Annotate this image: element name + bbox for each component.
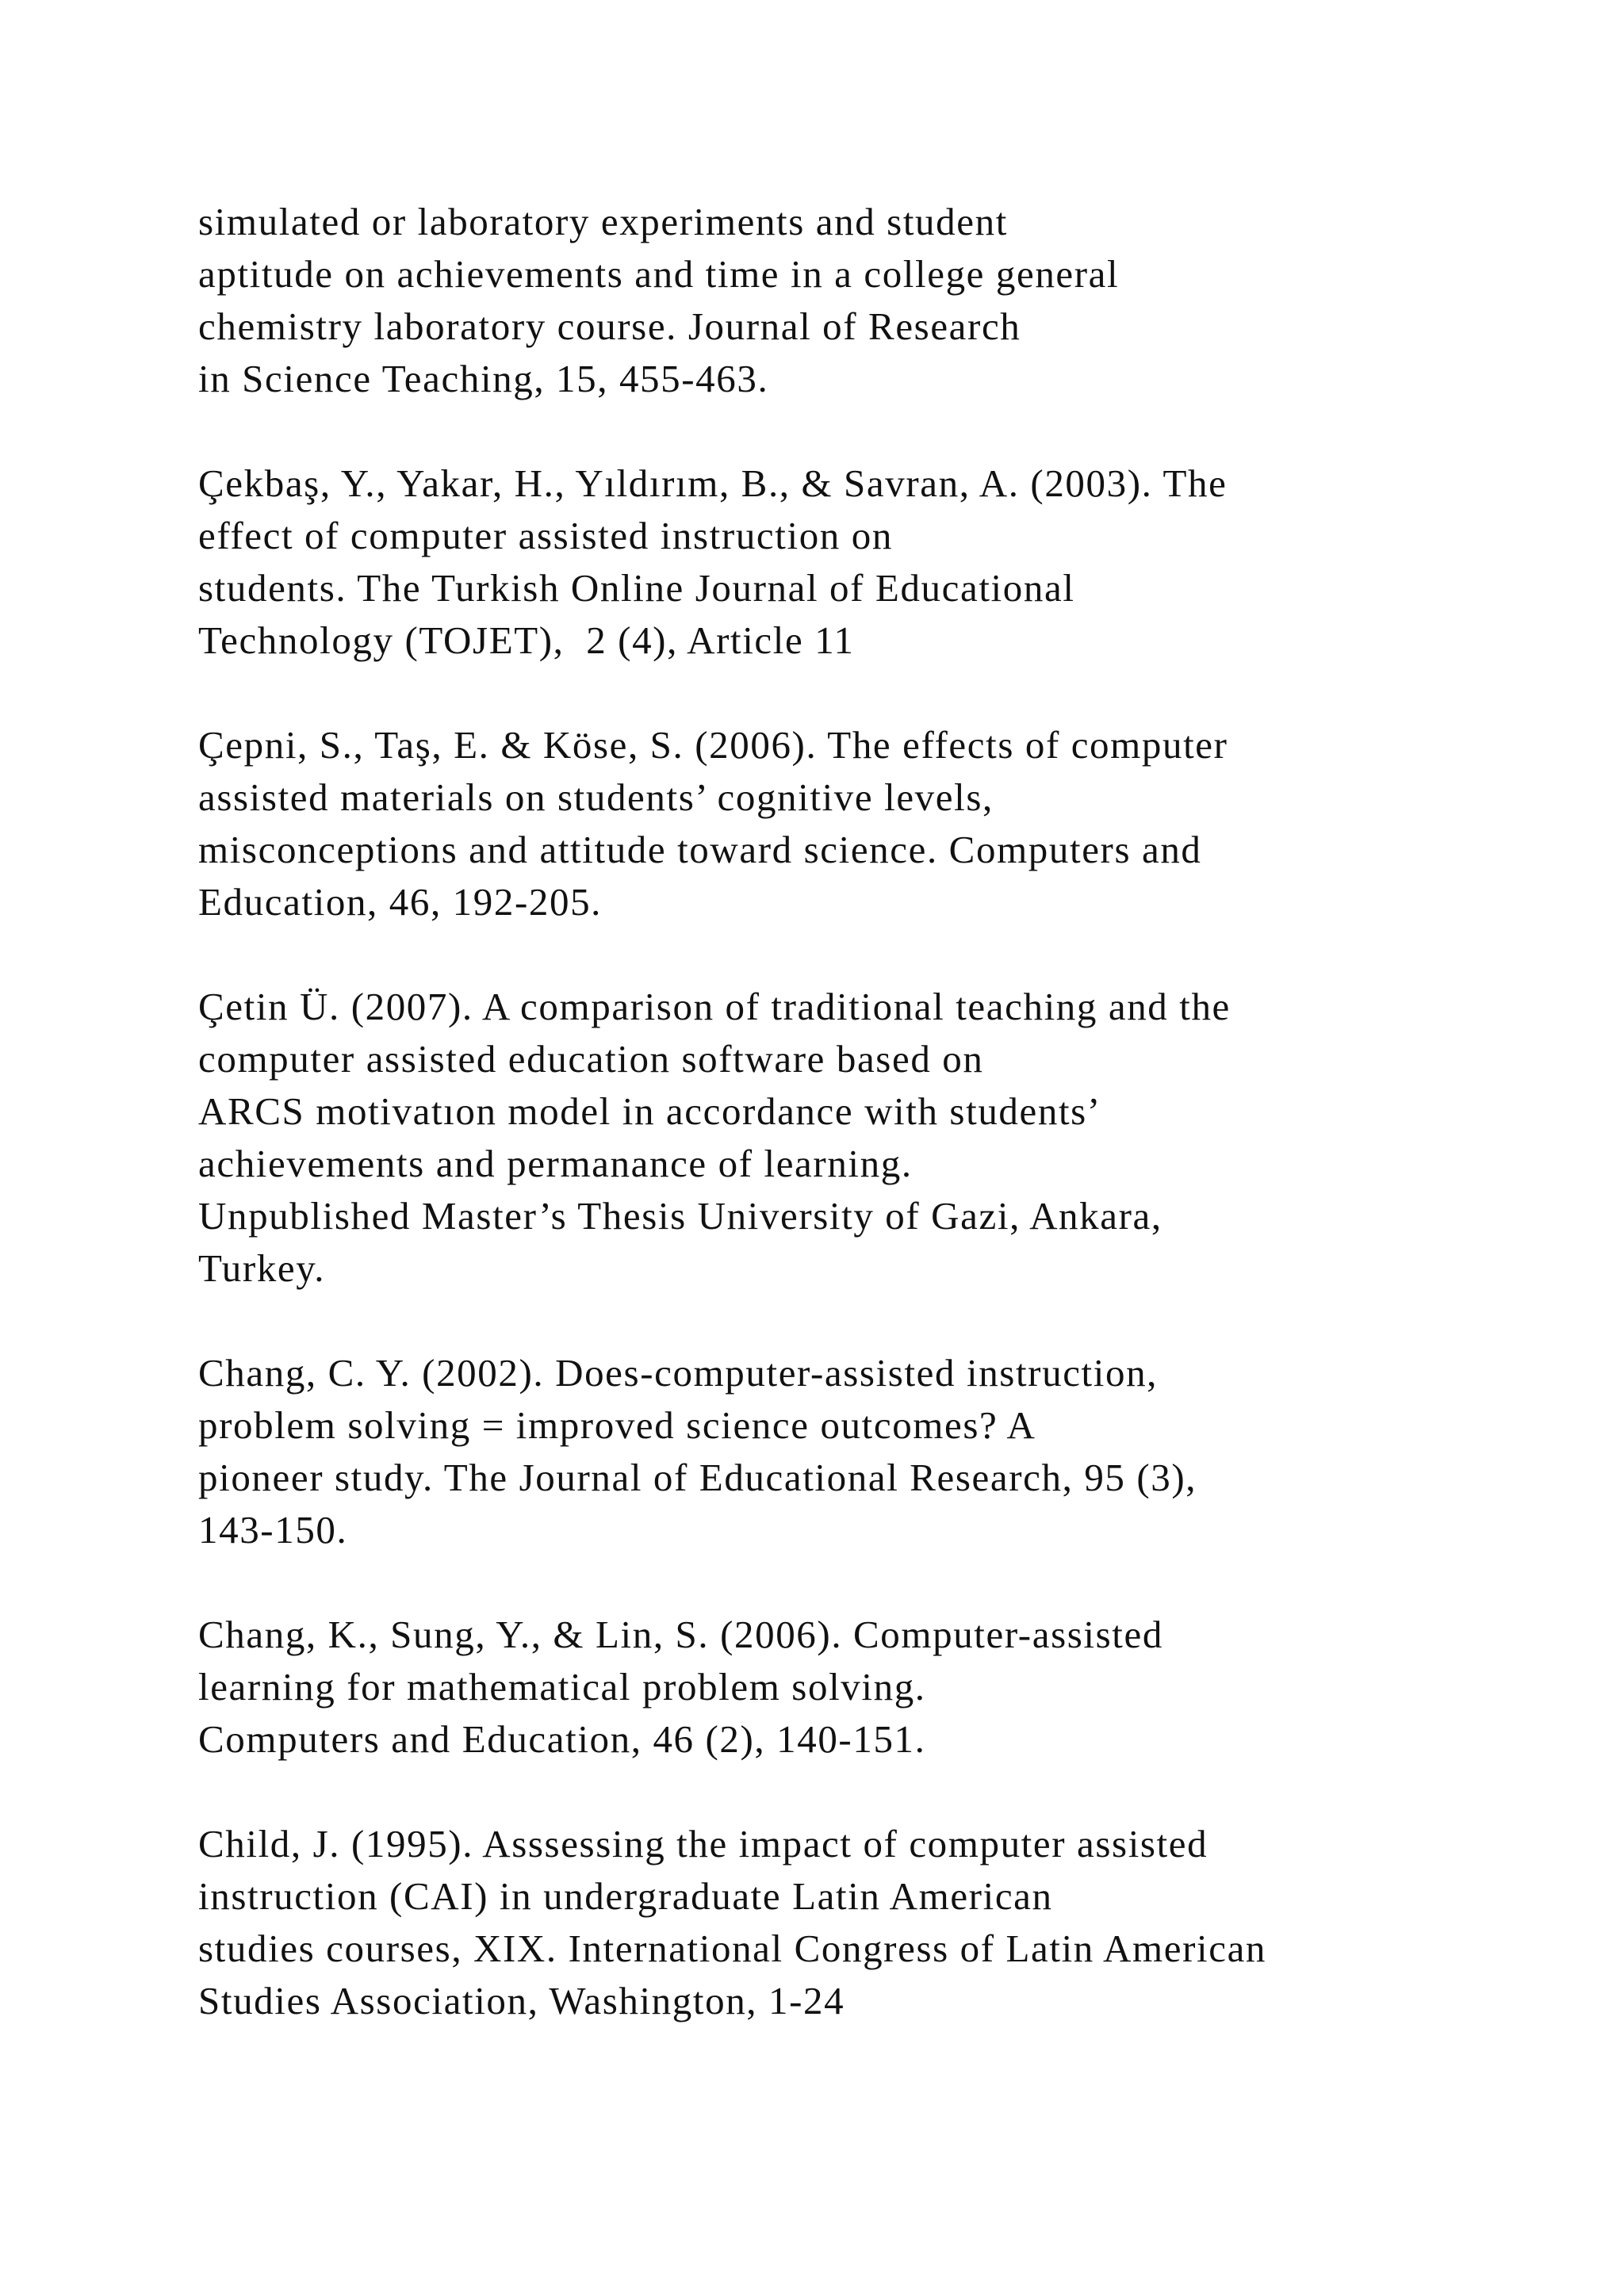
reference-line: Education, 46, 192-205. bbox=[198, 880, 603, 924]
reference-line: ARCS motivatıon model in accordance with students’ bbox=[198, 1089, 1101, 1133]
reference-entry bbox=[198, 1347, 1594, 1556]
reference-line: 143-150. bbox=[198, 1508, 348, 1552]
reference-entry bbox=[198, 196, 1594, 405]
reference-entry bbox=[198, 719, 1594, 928]
reference-line: Çetin Ü. (2007). A comparison of traditional teaching and the bbox=[198, 985, 1231, 1028]
reference-line: instruction (CAI) in undergraduate Latin American bbox=[198, 1874, 1053, 1918]
reference-line: simulated or laboratory experiments and student bbox=[198, 200, 1008, 243]
reference-line: Çekbaş, Y., Yakar, H., Yıldırım, B., & Savran, A. (2003). The bbox=[198, 461, 1228, 505]
reference-line: studies courses, XIX. International Congress of Latin American bbox=[198, 1927, 1267, 1970]
reference-entry bbox=[198, 457, 1594, 667]
reference-line: computer assisted education software based on bbox=[198, 1037, 984, 1081]
reference-line: Turkey. bbox=[198, 1246, 326, 1290]
reference-line: in Science Teaching, 15, 455-463. bbox=[198, 357, 769, 400]
reference-line: misconceptions and attitude toward science. Computers and bbox=[198, 828, 1202, 871]
reference-line: problem solving = improved science outcomes? A bbox=[198, 1403, 1036, 1447]
reference-line: students. The Turkish Online Journal of Educational bbox=[198, 566, 1075, 610]
reference-line: Chang, K., Sung, Y., & Lin, S. (2006). Computer-assisted bbox=[198, 1613, 1163, 1656]
reference-line: Child, J. (1995). Asssessing the impact of computer assisted bbox=[198, 1822, 1208, 1866]
reference-line: assisted materials on students’ cognitive levels, bbox=[198, 775, 994, 819]
reference-entry bbox=[198, 981, 1594, 1295]
reference-line: effect of computer assisted instruction on bbox=[198, 514, 893, 557]
reference-entry bbox=[198, 1818, 1594, 2027]
reference-line: Chang, C. Y. (2002). Does-computer-assisted instruction, bbox=[198, 1351, 1159, 1395]
reference-line: chemistry laboratory course. Journal of Research bbox=[198, 304, 1021, 348]
reference-entry bbox=[198, 1609, 1594, 1766]
reference-line: Çepni, S., Taş, E. & Köse, S. (2006). The effects of computer bbox=[198, 723, 1228, 767]
reference-line: Computers and Education, 46 (2), 140-151. bbox=[198, 1717, 926, 1761]
reference-line: Unpublished Master’s Thesis University of Gazi, Ankara, bbox=[198, 1194, 1162, 1238]
reference-line: achievements and permanance of learning. bbox=[198, 1142, 913, 1185]
reference-line: pioneer study. The Journal of Educational Research, 95 (3), bbox=[198, 1456, 1197, 1499]
document-page bbox=[198, 196, 1594, 2080]
reference-line: aptitude on achievements and time in a college general bbox=[198, 252, 1120, 296]
reference-line: learning for mathematical problem solving. bbox=[198, 1665, 926, 1709]
reference-line: Technology (TOJET), 2 (4), Article 11 bbox=[198, 618, 855, 662]
reference-line: Studies Association, Washington, 1-24 bbox=[198, 1979, 845, 2022]
